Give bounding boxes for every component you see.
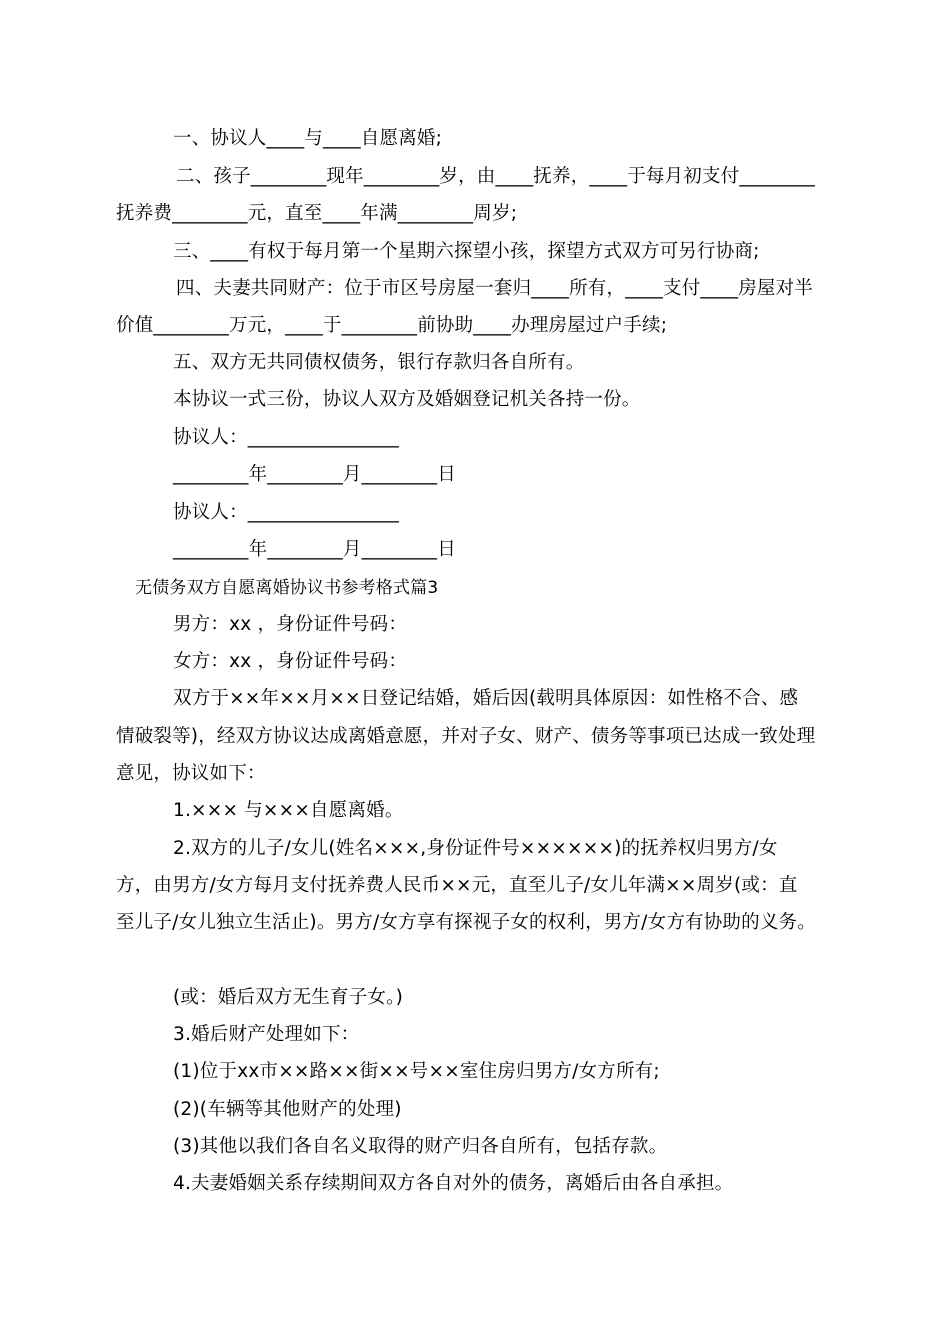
clause-line: 价值________万元，____于________前协助____办理房屋过户手续; (116, 315, 668, 336)
clause-line: 一、协议人____与____自愿离婚; (173, 128, 443, 149)
clause-line: (3)其他以我们各自名义取得的财产归各自所有，包括存款。 (173, 1136, 668, 1157)
body-line: 情破裂等)，经双方协议达成离婚意愿，并对子女、财产、债务等事项已达成一致处理 (116, 726, 816, 747)
clause-line: (或：婚后双方无生育子女。) (173, 987, 403, 1008)
section-heading: 无债务双方自愿离婚协议书参考格式篇3 (135, 578, 439, 598)
clause-line: 2.双方的儿子/女儿(姓名×××,身份证件号××××××)的抚养权归男方/女 (173, 838, 778, 859)
clause-line: 二、孩子________现年________岁，由____抚养，____于每月初支付________ (176, 166, 816, 187)
party-line: 女方：xx ，身份证件号码： (173, 651, 408, 672)
clause-line: 五、双方无共同债权债务，银行存款归各自所有。 (173, 352, 585, 373)
party-line: 男方：xx ，身份证件号码： (173, 614, 408, 635)
clause-line: 至儿子/女儿独立生活止)。男方/女方享有探视子女的权利，男方/女方有协助的义务。 (116, 912, 816, 933)
clause-line: 4.夫妻婚姻关系存续期间双方各自对外的债务，离婚后由各自承担。 (173, 1173, 734, 1194)
date-line: ________年________月________日 (173, 539, 456, 560)
clause-line: 四、夫妻共同财产：位于市区号房屋一套归____所有，____支付____房屋对半 (176, 278, 814, 299)
clause-line: 本协议一式三份，协议人双方及婚姻登记机关各持一份。 (173, 389, 641, 410)
clause-line: 三、____有权于每月第一个星期六探望小孩，探望方式双方可另行协商; (173, 241, 760, 262)
date-line: ________年________月________日 (173, 464, 456, 485)
signature-line: 协议人：________________ (173, 427, 400, 448)
signature-line: 协议人：________________ (173, 502, 400, 523)
clause-line: 方，由男方/女方每月支付抚养费人民币××元，直至儿子/女儿年满××周岁(或：直 (116, 875, 798, 896)
body-line: 双方于××年××月××日登记结婚，婚后因(载明具体原因：如性格不合、感 (173, 688, 799, 709)
clause-line: 3.婚后财产处理如下： (173, 1024, 360, 1045)
clause-line: (2)(车辆等其他财产的处理) (173, 1099, 402, 1120)
clause-line: 抚养费________元，直至____年满________周岁; (116, 203, 518, 224)
clause-line: (1)位于xx市××路××街××号××室住房归男方/女方所有; (173, 1061, 660, 1082)
clause-line: 1.××× 与×××自愿离婚。 (173, 800, 404, 821)
body-line: 意见，协议如下： (116, 763, 266, 784)
